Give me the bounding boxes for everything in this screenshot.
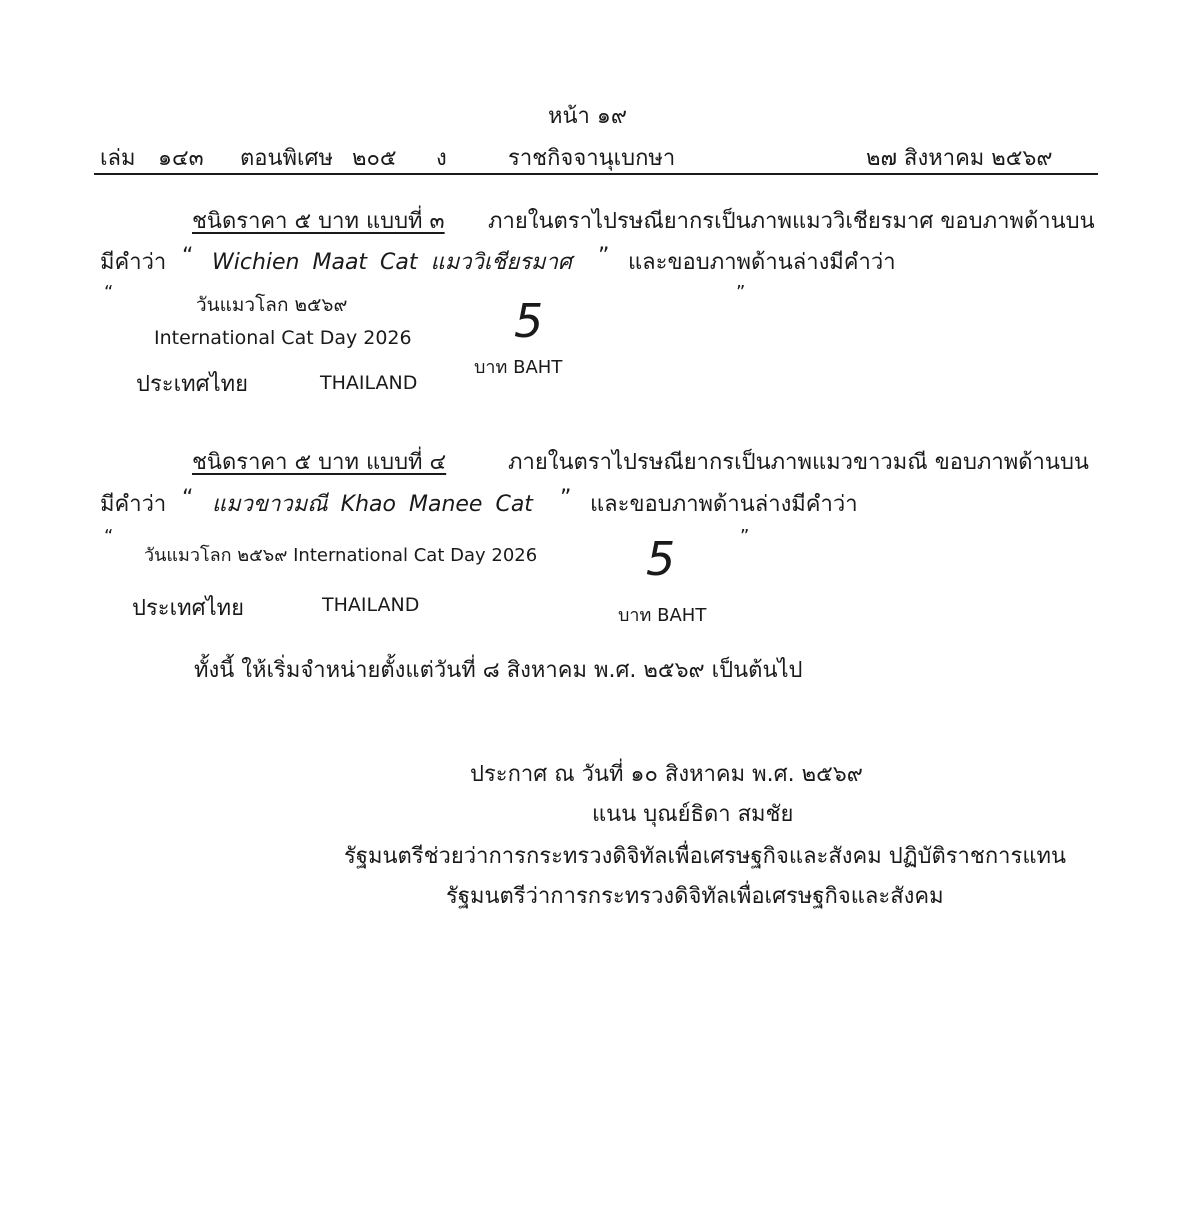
header-rule xyxy=(94,173,1098,175)
signatory-title-line1: รัฐมนตรีช่วยว่าการกระทรวงดิจิทัลเพื่อเศรษฐกิจและสังคม ปฏิบัติราชการแทน xyxy=(344,844,1067,869)
design3-line2-suffix: และขอบภาพด้านล่างมีคำว่า xyxy=(628,250,896,275)
design3-stamp-day-english: International Cat Day 2026 xyxy=(154,327,412,349)
issue-number: ๒๐๕ xyxy=(352,146,397,171)
sale-start-statement: ทั้งนี้ ให้เริ่มจำหน่ายตั้งแต่วันที่ ๘ สิงหาคม พ.ศ. ๒๕๖๙ เป็นต้นไป xyxy=(194,658,803,683)
volume-number: ๑๔๓ xyxy=(158,146,204,171)
design4-stamp-open-quote: “ xyxy=(104,526,114,547)
design3-open-quote: “ xyxy=(182,244,194,269)
design3-close-quote: ” xyxy=(598,244,610,269)
design3-stamp-close-quote: ” xyxy=(736,282,746,303)
design3-line2-prefix: มีคำว่า xyxy=(100,250,167,275)
announcement-date: ประกาศ ณ วันที่ ๑๐ สิงหาคม พ.ศ. ๒๕๖๙ xyxy=(470,762,863,787)
design4-type-label: ชนิดราคา ๕ บาท แบบที่ ๔ xyxy=(192,450,447,475)
design3-stamp-open-quote: “ xyxy=(104,282,114,303)
signatory-title-line2: รัฐมนตรีว่าการกระทรวงดิจิทัลเพื่อเศรษฐกิจและสังคม xyxy=(446,884,944,909)
design3-stamp-day-thai: วันแมวโลก ๒๕๖๙ xyxy=(196,294,348,316)
design4-description: ภายในตราไปรษณียากรเป็นภาพแมวขาวมณี ขอบภาพด้านบน xyxy=(508,450,1089,475)
design4-close-quote: ” xyxy=(560,486,572,511)
design3-stamp-currency: บาท BAHT xyxy=(474,357,563,378)
page-number: หน้า ๑๙ xyxy=(548,104,627,129)
design3-stamp-country-english: THAILAND xyxy=(320,372,418,394)
design4-open-quote: “ xyxy=(182,486,194,511)
design3-type-label: ชนิดราคา ๕ บาท แบบที่ ๓ xyxy=(192,209,445,234)
design3-stamp-value: 5 xyxy=(514,294,544,348)
design3-stamp-country-thai: ประเทศไทย xyxy=(136,372,249,397)
section-letter: ง xyxy=(436,146,447,171)
design4-top-text: แมวขาวมณี Khao Manee Cat xyxy=(212,492,533,517)
design3-description: ภายในตราไปรษณียากรเป็นภาพแมววิเชียรมาศ ขอบภาพด้านบน xyxy=(488,209,1095,234)
signatory-name: แนน บุณย์ธิดา สมชัย xyxy=(592,802,794,827)
design4-stamp-day-line: วันแมวโลก ๒๕๖๙ International Cat Day 2026 xyxy=(144,545,538,566)
design4-line2-suffix: และขอบภาพด้านล่างมีคำว่า xyxy=(590,492,858,517)
issue-label: ตอนพิเศษ xyxy=(240,146,334,171)
design4-stamp-currency: บาท BAHT xyxy=(618,605,707,626)
design4-stamp-close-quote: ” xyxy=(740,526,750,547)
design4-line2-prefix: มีคำว่า xyxy=(100,492,167,517)
gazette-date: ๒๗ สิงหาคม ๒๕๖๙ xyxy=(866,146,1053,171)
design4-stamp-value: 5 xyxy=(646,532,676,586)
design3-top-text: Wichien Maat Cat แมววิเชียรมาศ xyxy=(212,250,572,275)
volume-label: เล่ม xyxy=(100,146,136,171)
design4-stamp-country-english: THAILAND xyxy=(322,594,420,616)
design4-stamp-country-thai: ประเทศไทย xyxy=(132,596,245,621)
gazette-name: ราชกิจจานุเบกษา xyxy=(508,146,676,171)
